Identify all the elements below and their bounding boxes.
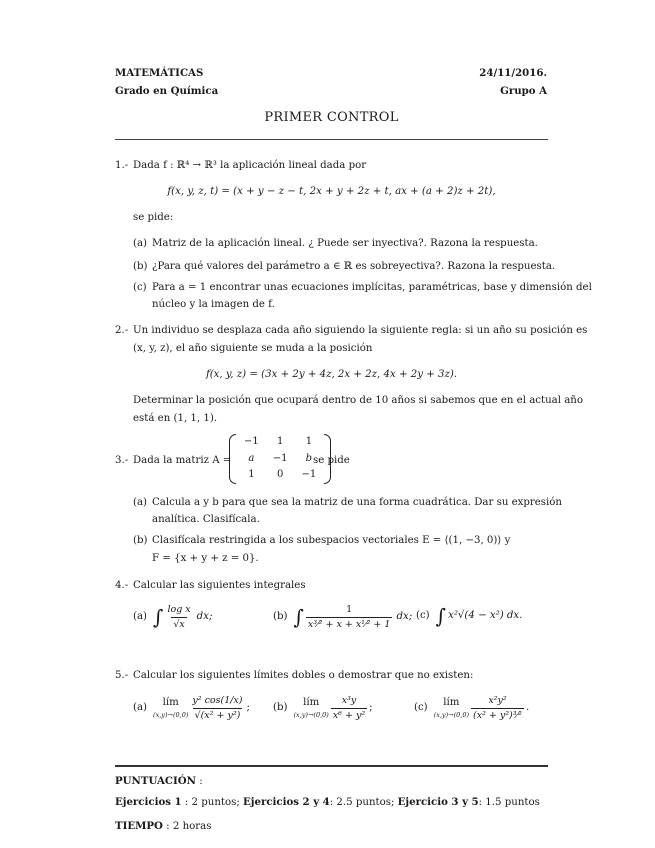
problem-2-line2: (x, y, z), el año siguiente se muda a la posición [133, 343, 373, 354]
problem-2-line3: Determinar la posición que ocupará dentro de 10 años si sabemos que en el actual año [133, 395, 583, 406]
limit-c-label: (c) [414, 702, 428, 713]
limit-a-denominator: √(x² + y²) [194, 709, 241, 721]
matrix-cell: 1 [248, 469, 255, 480]
matrix-cell: 0 [276, 469, 284, 480]
limit-a-tail: ; [246, 702, 250, 713]
problem-1-ask: se pide: [133, 212, 174, 223]
limit-b-tail: ; [369, 702, 373, 713]
integral-b-label: (b) [273, 611, 288, 622]
integral-c-expression: x²√(4 − x²) dx. [448, 610, 523, 622]
problem-2-formula: f(x, y, z) = (3x + 2y + 4z, 2x + 2z, 4x + 2y + 3z). [205, 369, 458, 380]
integral-sign-icon: ∫ [293, 604, 304, 629]
problem-3b-line2: F = {x + y + z = 0}. [152, 553, 259, 564]
problem-1c-line2: núcleo y la imagen de f. [152, 299, 275, 310]
integral-b-numerator: 1 [346, 604, 353, 615]
integral-c-label: (c) [416, 610, 430, 622]
problem-4-intro: Calcular las siguientes integrales [133, 580, 306, 591]
problem-2-line4: está en (1, 1, 1). [133, 413, 218, 424]
integral-a-tail: dx; [196, 611, 213, 622]
problem-4-number: 4.- [115, 580, 129, 591]
subject-title: MATEMÁTICAS [115, 67, 204, 79]
problem-3a-line1: Calcula a y b para que sea la matriz de una forma cuadrática. Dar su expresión [152, 497, 562, 508]
matrix-cell: b [305, 452, 313, 464]
integral-b [273, 604, 412, 631]
problem-5-number: 5.- [115, 670, 129, 681]
limit-subscript: (x,y)→(0,0) [433, 711, 469, 720]
matrix-cell: −1 [244, 436, 259, 447]
problem-1-intro: Dada f : ℝ⁴ → ℝ³ la aplicación lineal dada por [133, 160, 367, 171]
limit-subscript: (x,y)→(0,0) [293, 711, 329, 720]
matrix-cell: −1 [301, 469, 317, 480]
limit-a-label: (a) [133, 702, 148, 713]
score-heading [115, 775, 203, 789]
score-ex24-value: : 2.5 puntos; [329, 797, 398, 808]
limit-c-denominator: (x² + y²)³⁄² [473, 709, 522, 721]
problem-2-number: 2.- [115, 325, 129, 336]
problem-1-number: 1.- [115, 160, 129, 171]
limit-operator: lím [443, 697, 460, 709]
integral-b-denominator: x³⁄² + x + x¹⁄² + 1 [307, 618, 391, 630]
exam-title: PRIMER CONTROL [264, 110, 399, 125]
time-value: : 2 horas [162, 821, 212, 832]
degree-name: Grado en Química [115, 85, 219, 97]
matrix-cell: 1 [276, 436, 284, 447]
matrix-cell: a [248, 452, 255, 464]
problem-1b-label: (b) [133, 261, 148, 272]
integral-a [133, 604, 212, 631]
exam-date: 24/11/2016. [479, 67, 547, 79]
limit-c-numerator: x²y² [488, 695, 507, 706]
score-ex35-value: : 1.5 puntos [478, 797, 540, 808]
problem-1a-text: Matriz de la aplicación lineal. ¿ Puede ser inyectiva?. Razona la respuesta. [152, 238, 538, 249]
limit-b-label: (b) [273, 702, 288, 713]
problem-1-formula: f(x, y, z, t) = (x + y − z − t, 2x + y + 2z + t, ax + (a + 2)z + 2t), [167, 186, 496, 197]
footer-rule [115, 765, 548, 767]
group-name: Grupo A [500, 85, 547, 97]
problem-3-intro: Dada la matriz A = [133, 455, 232, 466]
score-ex1-value: : 2 puntos; [181, 797, 244, 808]
limit-b [273, 695, 373, 722]
time-line [115, 820, 211, 834]
limit-c-tail: . [525, 702, 530, 713]
limit-b-denominator: x⁶ + y² [332, 709, 366, 721]
score-ex24-label: Ejercicios 2 y 4 [243, 796, 330, 808]
integral-sign-icon: ∫ [153, 604, 164, 629]
problem-3-number: 3.- [115, 455, 129, 466]
score-breakdown [115, 796, 540, 810]
limit-subscript: (x,y)→(0,0) [153, 711, 189, 720]
score-label: PUNTUACIÓN [115, 775, 196, 787]
integral-a-numerator: log x [167, 604, 191, 615]
score-ex1-label: Ejercicios 1 [115, 796, 182, 808]
integral-sign-icon: ∫ [435, 604, 447, 628]
score-colon: : [195, 776, 203, 787]
integral-a-denominator: √x [173, 618, 185, 630]
score-ex35-label: Ejercicio 3 y 5 [397, 796, 479, 808]
limit-a-numerator: y² cos(1/x) [192, 695, 243, 706]
problem-1c-line1: Para a = 1 encontrar unas ecuaciones implícitas, paramétricas, base y dimensión del [152, 282, 592, 293]
integral-b-tail: dx; [396, 611, 413, 622]
limit-operator: lím [162, 697, 179, 709]
problem-3a-line2: analítica. Clasifícala. [152, 514, 260, 525]
time-label: TIEMPO [115, 820, 163, 832]
problem-2-line1: Un individuo se desplaza cada año siguiendo la siguiente regla: si un año su posición es [133, 325, 588, 336]
integral-c [416, 604, 522, 629]
problem-1b-text: ¿Para qué valores del parámetro a ∈ ℝ es sobreyectiva?. Razona la respuesta. [152, 261, 556, 272]
limit-b-numerator: x³y [341, 695, 357, 706]
matrix-cell: −1 [272, 452, 288, 464]
problem-5-intro: Calcular los siguientes límites dobles o demostrar que no existen: [133, 670, 474, 681]
problem-3b-label: (b) [133, 535, 148, 546]
problem-3b-line1: Clasifícala restringida a los subespacios vectoriales E = ⟨(1, −3, 0)⟩ y [152, 535, 511, 546]
problem-3a-label: (a) [133, 497, 148, 508]
problem-3-suffix: se pide [313, 455, 350, 466]
problem-1a-label: (a) [133, 238, 148, 249]
limit-operator: lím [303, 697, 320, 709]
header-rule [115, 139, 548, 140]
problem-1c-label: (c) [133, 282, 147, 293]
matrix-cell: 1 [305, 436, 313, 447]
integral-a-label: (a) [133, 611, 148, 622]
limit-a [133, 695, 250, 722]
limit-c [414, 695, 529, 722]
